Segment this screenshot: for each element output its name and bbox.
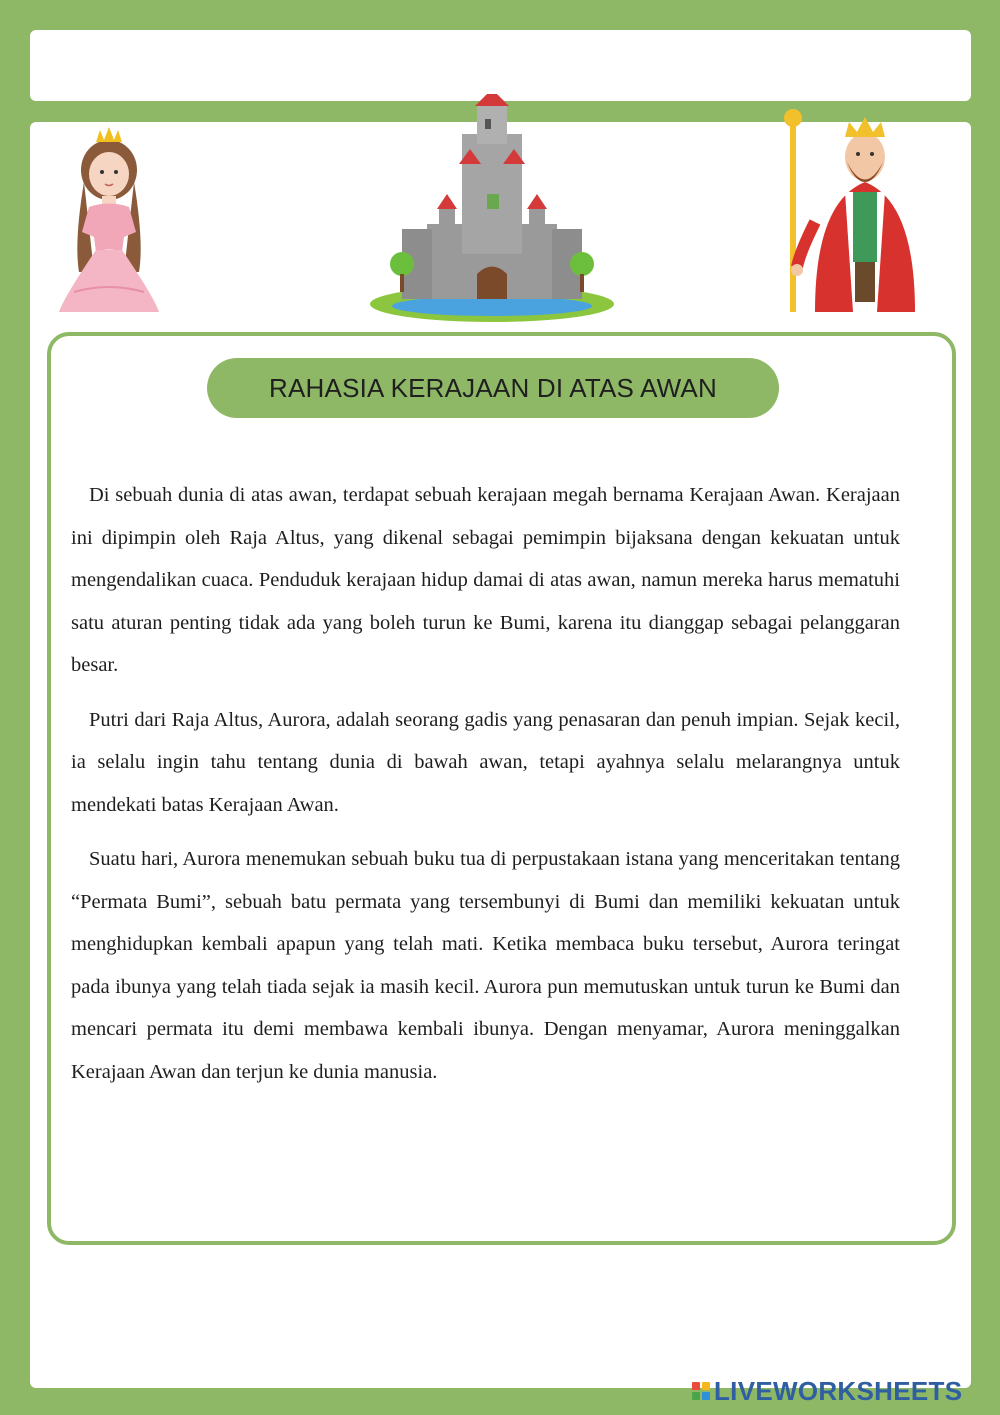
logo-text: LIVEWORKSHEETS bbox=[714, 1375, 963, 1406]
header-blank-bar bbox=[30, 30, 971, 101]
logo-block bbox=[692, 1392, 700, 1400]
story-paragraph: Suatu hari, Aurora menemukan sebuah buku tua di perpustakaan istana yang menceritakan tentang “Permata Bumi”, sebuah batu permata yang tersembunyi di Bumi dan memiliki kekuatan untuk menghidupkan kembali apapun yang telah mati. Ketika membaca buku tersebut, Aurora teringat pada ibunya yang telah tiada sejak ia masih kecil. Aurora pun memutuskan untuk turun ke Bumi dan mencari permata itu demi membawa kembali ibunya. Dengan menyamar, Aurora meninggalkan Kerajaan Awan dan terjun ke dunia manusia. bbox=[71, 848, 900, 1083]
princess-illustration bbox=[44, 122, 174, 317]
logo-blocks-icon bbox=[692, 1382, 710, 1400]
worksheet-page bbox=[30, 122, 971, 1388]
logo-block bbox=[692, 1382, 700, 1390]
logo-block bbox=[702, 1392, 710, 1400]
liveworksheets-logo bbox=[692, 1376, 962, 1406]
king-illustration bbox=[775, 102, 955, 317]
story-paragraph: Putri dari Raja Altus, Aurora, adalah seorang gadis yang penasaran dan penuh impian. Sejak kecil, ia selalu ingin tahu tentang dunia di bawah awan, tetapi ayahnya selalu melarangnya untuk mendekati batas Kerajaan Awan. bbox=[71, 708, 900, 816]
story-text bbox=[71, 474, 900, 1105]
logo-block bbox=[702, 1382, 710, 1390]
title-pill bbox=[207, 358, 779, 418]
story-title: RAHASIA KERAJAAN DI ATAS AWAN bbox=[269, 372, 717, 403]
story-paragraph: Di sebuah dunia di atas awan, terdapat sebuah kerajaan megah bernama Kerajaan Awan. Kerajaan ini dipimpin oleh Raja Altus, yang dikenal sebagai pemimpin bijaksana dengan kekuatan untuk mengendalikan cuaca. Penduduk kerajaan hidup damai di atas awan, namun mereka harus mematuhi satu aturan penting tidak ada yang boleh turun ke Bumi, karena itu dianggap sebagai pelanggaran besar. bbox=[71, 484, 900, 676]
story-box bbox=[47, 332, 956, 1245]
castle-illustration bbox=[367, 94, 617, 324]
